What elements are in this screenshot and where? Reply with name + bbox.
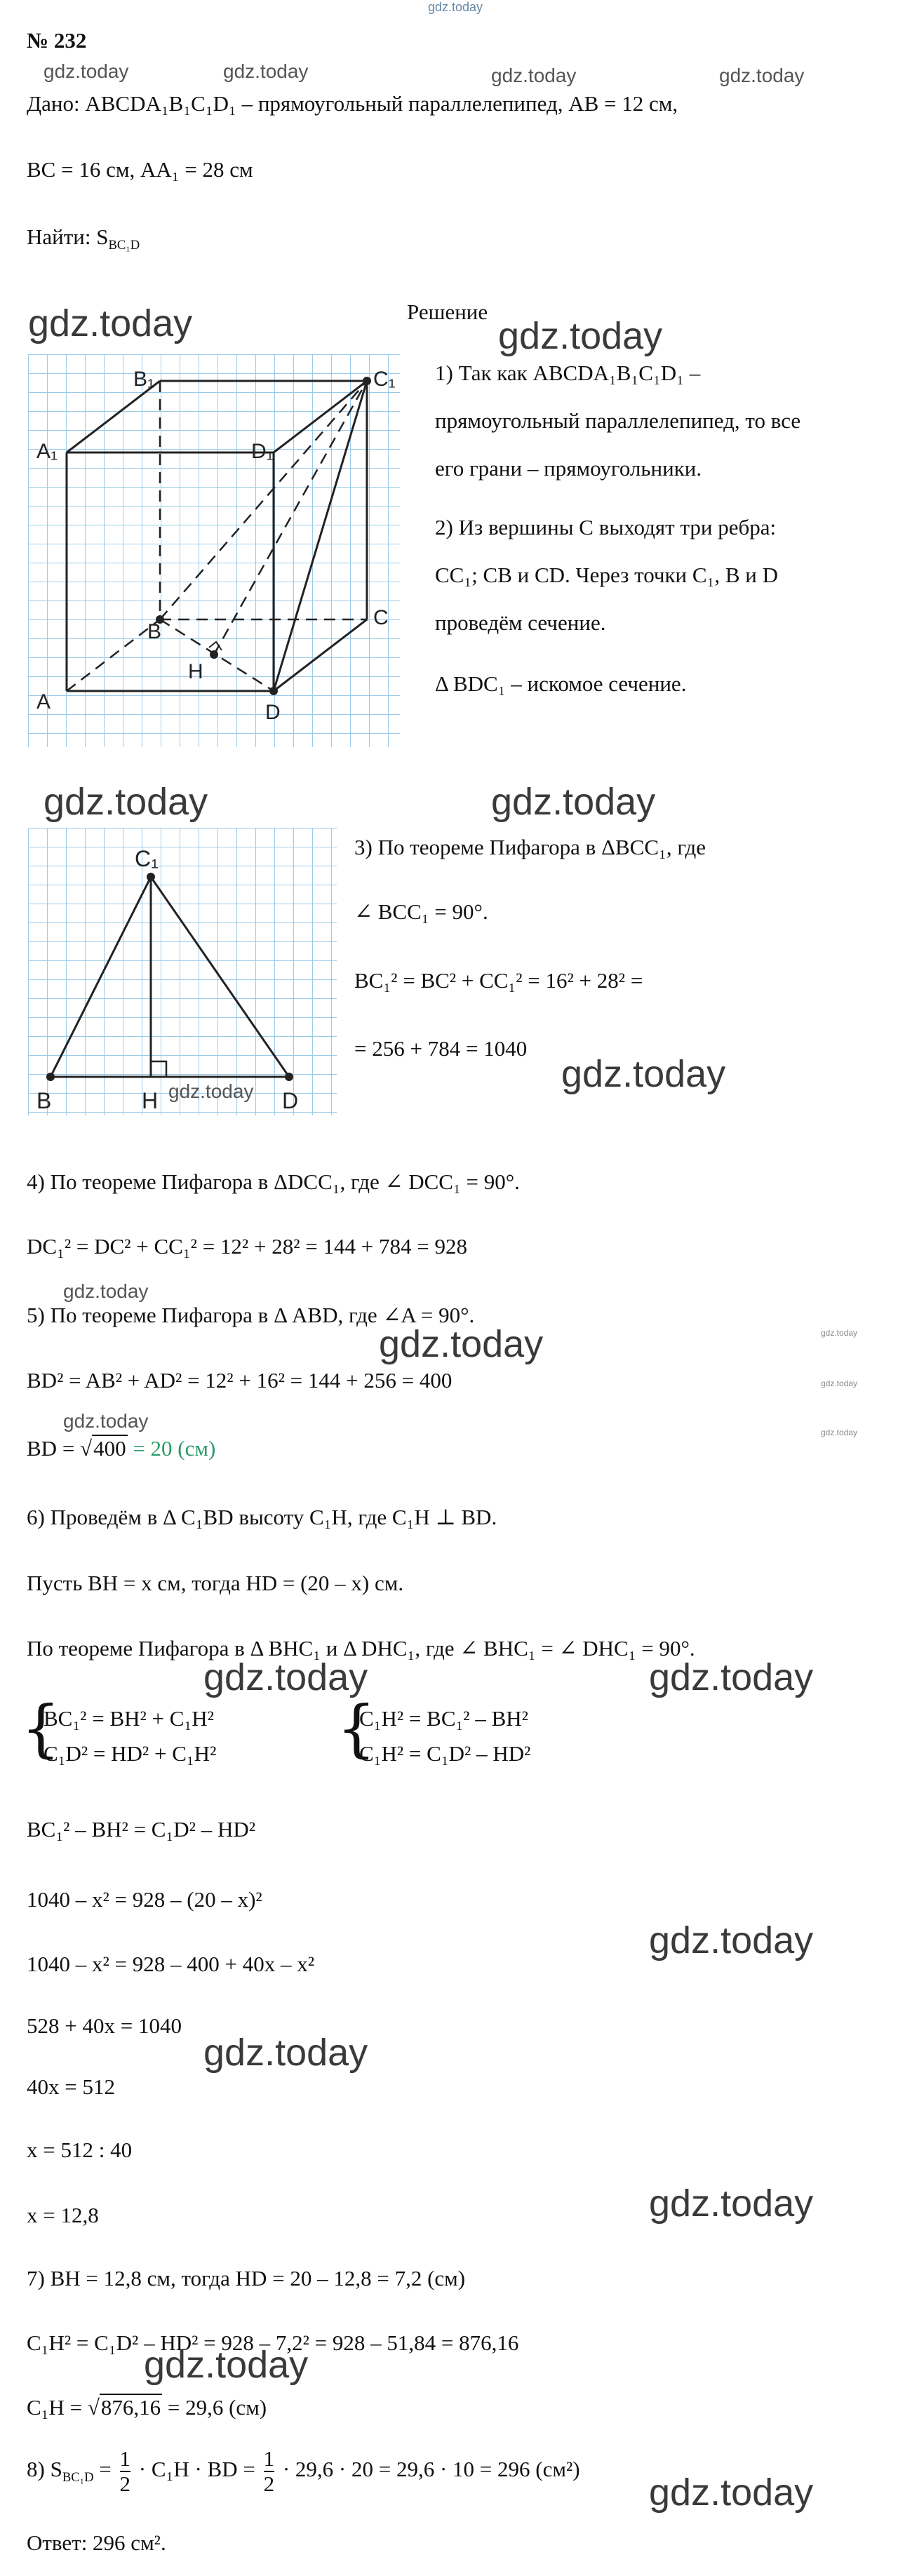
label-d1: D₁ (251, 440, 274, 463)
watermark: gdz.today (561, 1053, 726, 1095)
given-label: Дано: (27, 91, 80, 116)
watermark: gdz.today (649, 2471, 814, 2514)
top-watermark: gdz.today (428, 0, 483, 14)
step7-c1h: C₁H = (27, 2395, 88, 2420)
step8-mid: · C₁H · BD = (133, 2457, 261, 2481)
step8-sub: BC₁D (62, 2470, 94, 2486)
given-line-1 (27, 90, 678, 118)
step1-line2: прямоугольный параллелепипед, то все (435, 408, 801, 433)
step5-radicand: 400 (93, 1436, 126, 1461)
label-d: D (282, 1088, 299, 1113)
label-b: B (36, 1088, 52, 1113)
watermark: gdz.today (498, 315, 663, 357)
step8-line (27, 2445, 580, 2502)
step7-line2: C₁H² = C₁D² – HD² = 928 – 7,2² = 928 – 51,84 = 876,16 (27, 2330, 519, 2355)
watermark: gdz.today (821, 1328, 858, 1338)
label-c1: C₁ (373, 368, 396, 391)
step2-line4: Δ BDC₁ – искомое сечение. (435, 671, 687, 696)
step3-line4: = 256 + 784 = 1040 (354, 1036, 528, 1061)
frac-den: 2 (119, 2471, 131, 2496)
fraction-half-2 (264, 2447, 275, 2496)
step5-bd: BD = (27, 1436, 81, 1461)
given-line-2: BC = 16 см, AA₁ = 28 см (27, 157, 253, 182)
watermark: gdz.today (203, 2032, 368, 2074)
step2-line2: CC₁; CB и CD. Через точки C₁, B и D (435, 563, 779, 587)
solution-title: Решение (407, 300, 488, 324)
step8-s: 8) S (27, 2457, 62, 2481)
find-line (27, 223, 140, 260)
equation-4: 528 + 40x = 1040 (27, 2013, 182, 2038)
step7-radicand: 876,16 (100, 2395, 161, 2420)
step5-line2: BD² = AB² + AD² = 12² + 16² = 144 + 256 = 400 (27, 1368, 453, 1393)
label-a: A (36, 690, 51, 713)
watermark: gdz.today (43, 60, 129, 82)
step8-eq: = (93, 2457, 117, 2481)
step6-line1: 6) Проведём в Δ C₁BD высоту C₁H, где C₁H ⊥ BD. (27, 1505, 497, 1529)
watermark: gdz.today (821, 1378, 858, 1388)
label-b: B (147, 620, 162, 643)
step6-line2: Пусть BH = x см, тогда HD = (20 – x) см. (27, 1571, 404, 1595)
watermark: gdz.today (144, 2344, 309, 2386)
watermark: gdz.today (491, 781, 656, 823)
frac-num: 1 (263, 2446, 275, 2471)
frac-den: 2 (263, 2471, 275, 2496)
watermark: gdz.today (63, 1410, 149, 1432)
watermark: gdz.today (719, 65, 805, 86)
watermark: gdz.today (63, 1280, 149, 1302)
watermark: gdz.today (649, 1656, 814, 1698)
system2-row2: C₁H² = C₁D² – HD² (359, 1741, 531, 1766)
system1-brace: { (21, 1692, 60, 1764)
fraction-half-1 (120, 2447, 131, 2496)
watermark: gdz.today (203, 1656, 368, 1698)
step7-result: = 29,6 (см) (162, 2395, 267, 2420)
system2-row1: C₁H² = BC₁² – BH² (359, 1706, 528, 1731)
step3-line3: BC₁² = BC² + CC₁² = 16² + 28² = (354, 968, 643, 993)
label-b1: B₁ (133, 368, 155, 391)
equation-2: 1040 – x² = 928 – (20 – x)² (27, 1887, 262, 1912)
find-value: S (96, 224, 109, 249)
watermark: gdz.today (649, 2182, 814, 2225)
equation-1: BC₁² – BH² = C₁D² – HD² (27, 1817, 256, 1842)
label-a1: A₁ (36, 440, 58, 463)
equation-5: 40x = 512 (27, 2074, 115, 2099)
step8-end: · 29,6 · 20 = 29,6 · 10 = 296 (см²) (277, 2457, 580, 2481)
step5-result: = 20 (см) (127, 1436, 216, 1461)
parallelepiped-figure (28, 354, 407, 747)
step6-line3: По теореме Пифагора в Δ BHC₁ и Δ DHC₁, где ∠ BHC₁ = ∠ DHC₁ = 90°. (27, 1636, 695, 1661)
step7-line1: 7) BH = 12,8 см, тогда HD = 20 – 12,8 = 7,2 (см) (27, 2266, 466, 2290)
label-c: C (373, 606, 389, 629)
step4-line1: 4) По теореме Пифагора в ΔDCC₁, где ∠ DCC₁ = 90°. (27, 1169, 520, 1194)
system1-row2: C₁D² = HD² + C₁H² (43, 1741, 217, 1766)
answer: Ответ: 296 см². (27, 2530, 166, 2555)
watermark: gdz.today (649, 1919, 814, 1961)
step2-line1: 2) Из вершины C выходят три ребра: (435, 515, 777, 539)
step5-line3: BD = √400 = 20 (см) (27, 1436, 216, 1461)
step3-line1: 3) По теореме Пифагора в ΔBCC₁, где (354, 835, 706, 859)
find-sub: BC₁D (108, 238, 140, 253)
given-text: ABCDA₁B₁C₁D₁ – прямоугольный параллелепипед, AB = 12 см, (85, 91, 678, 116)
step1-line3: его грани – прямоугольники. (435, 456, 702, 481)
problem-number: № 232 (27, 28, 87, 53)
watermark: gdz.today (223, 60, 309, 82)
equation-3: 1040 – x² = 928 – 400 + 40x – x² (27, 1952, 315, 1976)
watermark: gdz.today (821, 1428, 858, 1437)
equation-7: x = 12,8 (27, 2203, 99, 2227)
step3-line2: ∠ BCC₁ = 90°. (354, 899, 488, 924)
frac-num: 1 (119, 2446, 131, 2471)
label-h: H (142, 1088, 159, 1113)
watermark: gdz.today (43, 781, 208, 823)
step1-line1: 1) Так как ABCDA₁B₁C₁D₁ – (435, 361, 701, 385)
find-label: Найти: (27, 224, 91, 249)
label-c1: C₁ (135, 846, 159, 871)
watermark: gdz.today (379, 1323, 544, 1365)
step5-line1: 5) По теореме Пифагора в Δ ABD, где ∠A = 90°. (27, 1303, 475, 1327)
watermark: gdz.today (491, 65, 577, 86)
step4-line2: DC₁² = DC² + CC₁² = 12² + 28² = 144 + 784 = 928 (27, 1234, 467, 1259)
step7-line3: C₁H = √876,16 = 29,6 (см) (27, 2395, 267, 2420)
label-h: H (188, 660, 203, 683)
equation-6: x = 512 : 40 (27, 2138, 133, 2162)
label-d: D (265, 701, 281, 724)
step2-line3: проведём сечение. (435, 610, 606, 635)
system2-brace: { (337, 1692, 376, 1764)
system1-row1: BC₁² = BH² + C₁H² (43, 1706, 214, 1731)
watermark: gdz.today (28, 302, 193, 344)
triangle-figure (28, 828, 344, 1122)
watermark: gdz.today (168, 1080, 254, 1102)
